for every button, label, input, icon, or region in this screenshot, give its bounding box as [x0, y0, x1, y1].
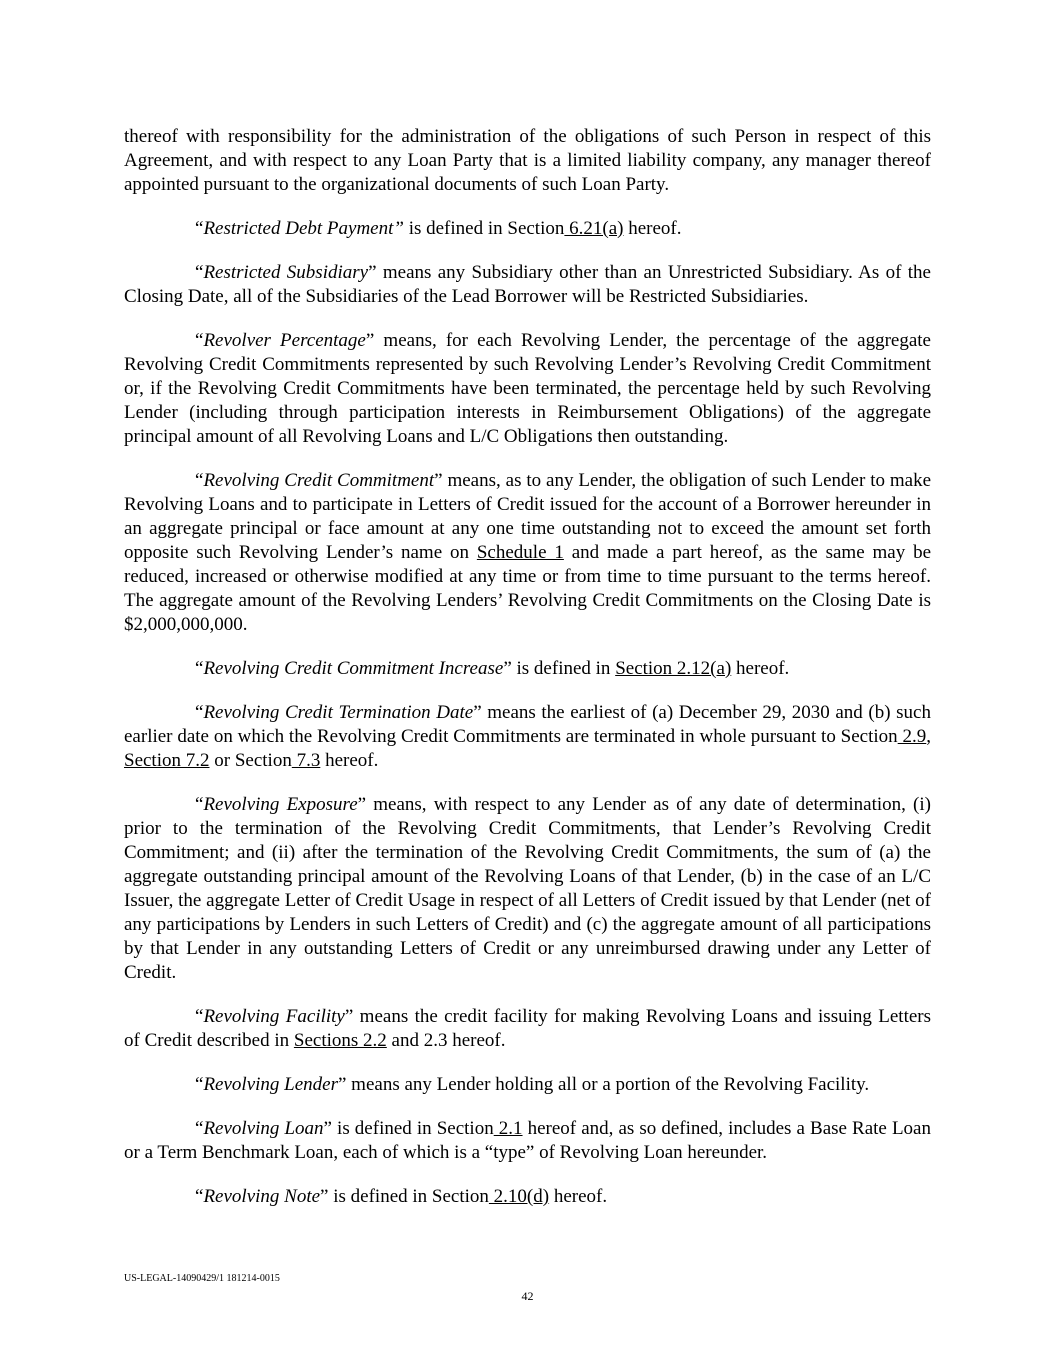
definition-revolving-note — [124, 1185, 931, 1209]
definition-text: ” means any Lender holding all or a portion of the Revolving Facility. — [337, 1074, 870, 1095]
defined-term: Revolver Percentage — [203, 330, 366, 351]
defined-term: Revolving Exposure — [203, 794, 358, 815]
definition-revolver-percentage — [124, 329, 931, 449]
document-body — [124, 125, 931, 1229]
definition-text: ” is defined in Section — [323, 1118, 494, 1139]
definition-text: ” means, for each Revolving Lender, the percentage of the aggregate Revolving Credit Commitments represented by such Revolving Lender’s Revolving Credit Commitment or, if the Revolving Credit Commitments have been terminated, the percentage held by such Revolving Lender (including through participation interests in Reimbursement Obligations) of the aggregate principal amount of all Revolving Loans and L/C Obligations then outstanding. — [124, 330, 931, 447]
open-quote: “ — [195, 470, 204, 491]
open-quote: “ — [195, 1186, 204, 1207]
definition-text: hereof. — [549, 1186, 608, 1207]
open-quote: “ — [195, 1118, 204, 1139]
section-reference[interactable]: 2.1 — [493, 1118, 523, 1139]
open-quote: “ — [195, 218, 204, 239]
definition-text: or Section — [209, 750, 292, 771]
paragraph-continuation — [124, 125, 931, 197]
definition-revolving-lender — [124, 1073, 931, 1097]
section-reference[interactable]: 7.3 — [291, 750, 321, 771]
section-reference[interactable]: Section 2.12(a) — [615, 658, 732, 679]
defined-term: Restricted Subsidiary — [203, 262, 369, 283]
defined-term: Revolving Loan — [203, 1118, 324, 1139]
footer-document-id: US-LEGAL-14090429/1 181214-0015 — [124, 1273, 280, 1284]
defined-term: Revolving Credit Commitment — [203, 470, 435, 491]
definition-text: ” is defined in Section — [320, 1186, 489, 1207]
defined-term: Revolving Credit Commitment Increase — [203, 658, 504, 679]
definition-text: and 2.3 hereof. — [386, 1030, 506, 1051]
definition-revolving-credit-termination-date — [124, 701, 931, 773]
definition-text: hereof. — [623, 218, 682, 239]
paragraph-text: thereof with responsibility for the administration of the obligations of such Person in respect of this Agreement, and with respect to any Loan Party that is a limited liability company, any manager thereof appointed pursuant to the organizational documents of such Loan Party. — [124, 126, 931, 195]
definition-text: ” means, with respect to any Lender as of any date of determination, (i) prior to the termination of the Revolving Credit Commitments, that Lender’s Revolving Credit Commitment; and (ii) after the termination of the Revolving Credit Commitments, the sum of (a) the aggregate outstanding principal amount of the Revolving Loans of that Lender, (b) in the case of an L/C Issuer, the aggregate Letter of Credit Usage in respect of all Letters of Credit issued by that Lender (net of any participations by Lenders in such Letters of Credit) and (c) the aggregate amount of all participations by that Lender in any outstanding Letters of Credit or any unreimbursed drawing under any Letter of Credit. — [124, 794, 931, 983]
definition-text: ” means, as to any Lender, the obligation of such Lender to make Revolving Loans and to participate in Letters of Credit issued for the account of a Borrower hereunder in an aggregate principal or face amount at any one time outstanding not to exceed the amount set forth opposite such Revolving Lender’s name on — [124, 470, 932, 563]
defined-term: Restricted Debt Payment” — [203, 218, 404, 239]
section-reference[interactable]: 2.9 — [897, 726, 927, 747]
definition-text: ” means the earliest of (a) December 29, 2030 and (b) such earlier date on which the Revolving Credit Commitments are terminated in whole pursuant to Section — [124, 702, 931, 747]
open-quote: “ — [195, 1006, 204, 1027]
definition-restricted-debt-payment — [124, 217, 931, 241]
definition-text: hereof and, as so defined, includes a Base Rate Loan or a Term Benchmark Loan, each of which is a “type” of Revolving Loan hereunder. — [124, 1118, 931, 1163]
open-quote: “ — [195, 330, 204, 351]
defined-term: Revolving Lender — [203, 1074, 338, 1095]
open-quote: “ — [195, 1074, 204, 1095]
definition-text: hereof. — [731, 658, 790, 679]
section-reference[interactable]: 6.21(a) — [564, 218, 624, 239]
definition-restricted-subsidiary — [124, 261, 931, 309]
definition-text: , — [926, 726, 932, 747]
definition-revolving-credit-commitment — [124, 469, 931, 637]
definition-text: is defined in Section — [403, 218, 565, 239]
page-number: 42 — [521, 1289, 534, 1303]
definition-text: ” means any Subsidiary other than an Unrestricted Subsidiary. As of the Closing Date, all of the Subsidiaries of the Lead Borrower will be Restricted Subsidiaries. — [124, 262, 931, 307]
section-reference[interactable]: Sections 2.2 — [293, 1030, 387, 1051]
definition-text: ” means the credit facility for making Revolving Loans and issuing Letters of Credit described in — [124, 1006, 932, 1051]
definition-revolving-facility — [124, 1005, 931, 1053]
defined-term: Revolving Note — [203, 1186, 321, 1207]
section-reference[interactable]: Section 7.2 — [124, 750, 210, 771]
open-quote: “ — [195, 702, 204, 723]
definition-text: and made a part hereof, as the same may be reduced, increased or otherwise modified at any time or from time to time pursuant to the terms hereof. The aggregate amount of the Revolving Lenders’ Revolving Credit Commitments on the Closing Date is $2,000,000,000. — [124, 542, 932, 635]
open-quote: “ — [195, 262, 204, 283]
definition-revolving-exposure — [124, 793, 931, 985]
defined-term: Revolving Facility — [203, 1006, 345, 1027]
defined-term: Revolving Credit Termination Date — [203, 702, 474, 723]
definition-revolving-credit-commitment-increase — [124, 657, 931, 681]
open-quote: “ — [195, 658, 204, 679]
section-reference[interactable]: 2.10(d) — [488, 1186, 550, 1207]
schedule-reference[interactable]: Schedule 1 — [476, 542, 564, 563]
definition-text: hereof. — [320, 750, 379, 771]
open-quote: “ — [195, 794, 204, 815]
definition-text: ” is defined in — [503, 658, 616, 679]
definition-revolving-loan — [124, 1117, 931, 1165]
